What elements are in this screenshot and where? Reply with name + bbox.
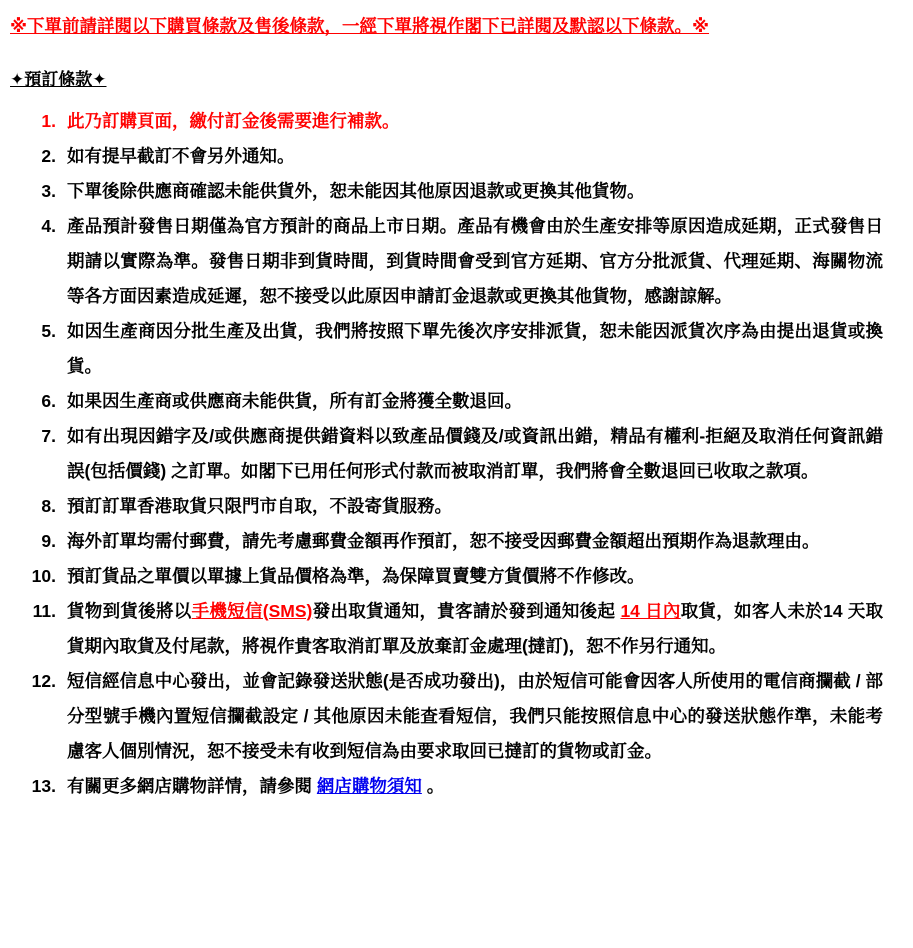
term-number: 10.	[31, 565, 56, 586]
term-segment: 下單後除供應商確認未能供貨外，恕未能因其他原因退款或更換其他貨物。	[67, 180, 645, 201]
term-text	[67, 139, 883, 174]
term-number: 3.	[41, 180, 56, 201]
term-item	[10, 419, 883, 489]
term-text	[67, 524, 883, 559]
purchase-terms-notice: ※下單前請詳閱以下購買條款及售後條款，一經下單將視作閣下已詳閱及默認以下條款。※	[10, 16, 710, 36]
term-segment: 預訂訂單香港取貨只限門市自取，不設寄貨服務。	[67, 495, 452, 516]
term-item	[10, 384, 883, 419]
pickup-deadline-highlight: 14 日內	[620, 600, 681, 621]
term-text	[67, 314, 883, 384]
term-item	[10, 524, 883, 559]
term-number: 1.	[41, 110, 56, 131]
term-item	[10, 489, 883, 524]
preorder-terms-section-title: ✦預訂條款✦	[10, 69, 107, 89]
term-item	[10, 174, 883, 209]
term-number: 2.	[41, 145, 56, 166]
term-text	[67, 489, 883, 524]
term-number: 13.	[31, 775, 56, 796]
term-item	[10, 664, 883, 769]
term-number: 5.	[41, 320, 56, 341]
term-segment: 如果因生產商或供應商未能供貨，所有訂金將獲全數退回。	[67, 390, 522, 411]
term-item	[10, 104, 883, 139]
term-number: 6.	[41, 390, 56, 411]
term-text	[67, 559, 883, 594]
term-text	[67, 384, 883, 419]
term-segment: 發出取貨通知，貴客請於發到通知後起	[312, 600, 621, 621]
sms-highlight: 手機短信(SMS)	[191, 600, 313, 621]
term-segment: 。	[421, 775, 445, 796]
term-segment: 預訂貨品之單價以單據上貨品價格為準，為保障買賣雙方貨價將不作修改。	[67, 565, 645, 586]
term-item	[10, 559, 883, 594]
term-text	[67, 104, 883, 139]
term-segment: 如有出現因錯字及/或供應商提供錯資料以致產品價錢及/或資訊出錯，精品有權利-拒絕及取消任何資訊錯誤(包括價錢) 之訂單。如閣下已用任何形式付款而被取消訂單，我們將會全數退回已收取之款項。	[67, 425, 883, 481]
term-segment: 海外訂單均需付郵費，請先考慮郵費金額再作預訂，恕不接受因郵費金額超出預期作為退款理由。	[67, 530, 820, 551]
term-number: 9.	[41, 530, 56, 551]
term-segment: 此乃訂購頁面，繳付訂金後需要進行補款。	[67, 110, 400, 131]
term-segment: 取貨，如客人未於14 天取貨期內取貨及付尾款，將視作貴客取消訂單及放棄訂金處理(撻訂)，恕不作另行通知。	[67, 600, 884, 656]
term-text	[67, 174, 883, 209]
term-segment: 如有提早截訂不會另外通知。	[67, 145, 295, 166]
shop-guide-link[interactable]: 網店購物須知	[316, 775, 422, 796]
term-item	[10, 314, 883, 384]
term-number: 7.	[41, 425, 56, 446]
term-item	[10, 769, 883, 804]
term-text	[67, 664, 883, 769]
term-segment: 短信經信息中心發出，並會記錄發送狀態(是否成功發出)，由於短信可能會因客人所使用的電信商攔截 / 部分型號手機內置短信攔截設定 / 其他原因未能查看短信，我們只能按照信息中心的發送狀態作準，未能考慮客人個別情況，恕不接受未有收到短信為由要求取回已撻訂的貨物或訂金。	[67, 670, 883, 761]
term-segment: 貨物到貨後將以	[67, 600, 192, 621]
term-item	[10, 139, 883, 174]
term-number: 12.	[31, 670, 56, 691]
term-segment: 如因生產商因分批生產及出貨，我們將按照下單先後次序安排派貨，恕未能因派貨次序為由提出退貨或換貨。	[67, 320, 883, 376]
term-number: 4.	[41, 215, 56, 236]
term-text	[67, 594, 883, 664]
term-item	[10, 209, 883, 314]
term-text	[67, 769, 883, 804]
term-text	[67, 209, 883, 314]
term-segment: 產品預計發售日期僅為官方預計的商品上市日期。產品有機會由於生產安排等原因造成延期，正式發售日期請以實際為準。發售日期非到貨時間，到貨時間會受到官方延期、官方分批派貨、代理延期、海關物流等各方面因素造成延遲，恕不接受以此原因申請訂金退款或更換其他貨物，感謝諒解。	[67, 215, 883, 306]
terms-list	[10, 104, 883, 804]
term-segment: 有關更多網店購物詳情，請參閱	[67, 775, 317, 796]
term-text	[67, 419, 883, 489]
term-number: 11.	[32, 600, 56, 621]
term-item	[10, 594, 883, 664]
term-number: 8.	[41, 495, 56, 516]
